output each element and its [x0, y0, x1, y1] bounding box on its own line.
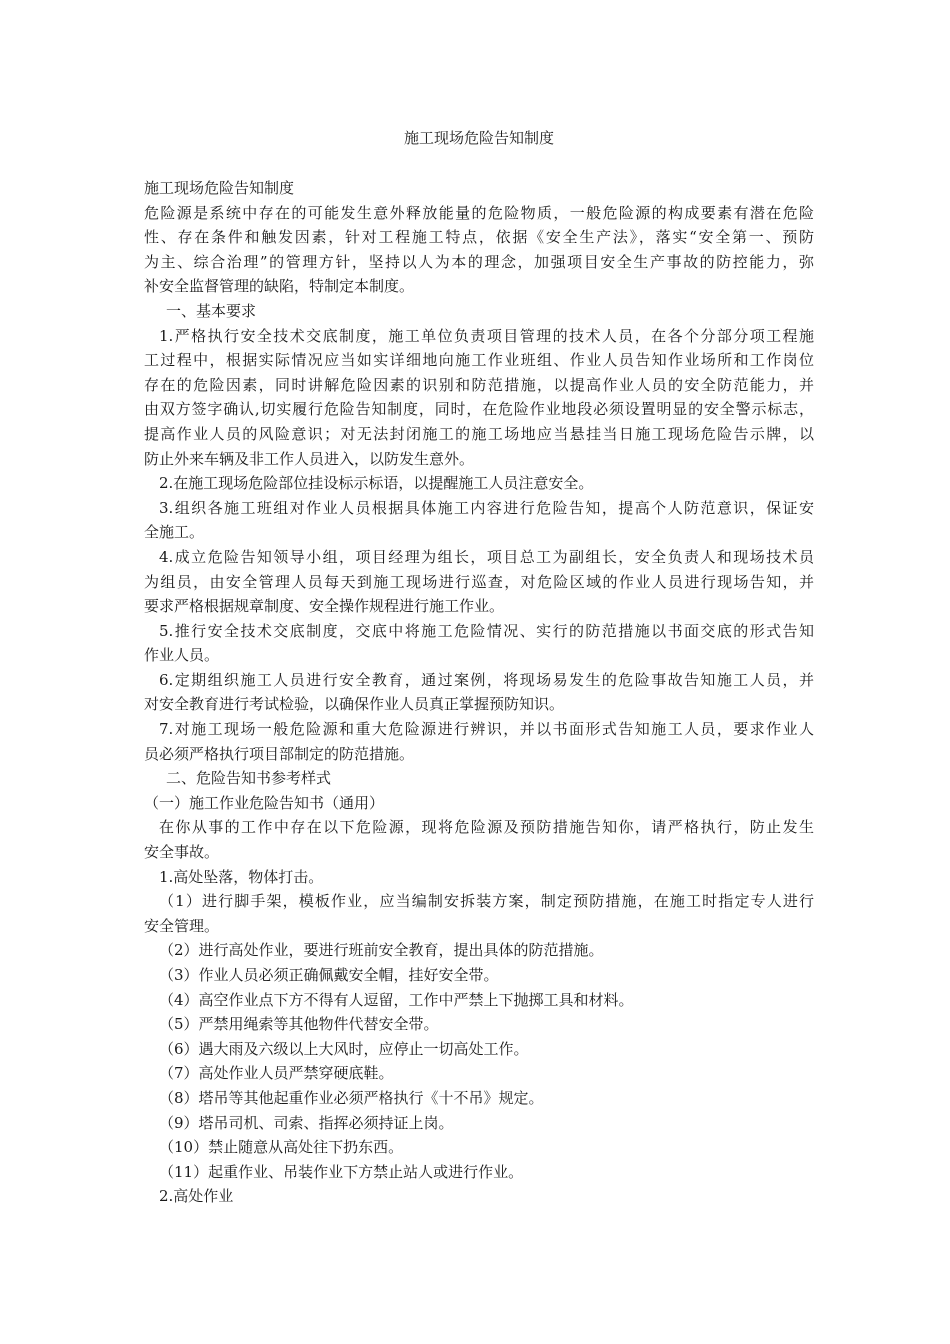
body-line: （一）施工作业危险告知书（通用）: [144, 793, 385, 812]
body-line: 由双方签字确认,切实履行危险告知制度，同时，在危险作业地段必须设置明显的安全警示标志，: [144, 400, 814, 419]
body-line: （11）起重作业、吊装作业下方禁止站人或进行作业。: [159, 1162, 524, 1181]
body-line: 5.推行安全技术交底制度，交底中将施工危险情况、实行的防范措施以书面交底的形式告知: [159, 621, 814, 640]
body-line: 全施工。: [144, 523, 205, 542]
body-line: （1）进行脚手架，模板作业，应当编制安拆装方案，制定预防措施，在施工时指定专人进行: [159, 892, 814, 911]
body-line: （10）禁止随意从高处往下扔东西。: [159, 1138, 404, 1157]
document-title: 施工现场危险告知制度: [403, 129, 554, 147]
body-line: 要求严格根据规章制度、安全操作规程进行施工作业。: [144, 597, 505, 616]
body-line: 补安全监督管理的缺陷，特制定本制度。: [144, 277, 415, 296]
body-line: 施工现场危险告知制度: [144, 179, 295, 197]
body-line: 性、存在条件和触发因素，针对工程施工特点，依据《安全生产法》，落实“安全第一、预防: [144, 228, 814, 247]
body-line: 存在的危险因素，同时讲解危险因素的识别和防范措施，以提高作业人员的安全防范能力，并: [144, 375, 814, 394]
body-line: 安全管理。: [144, 916, 220, 935]
body-line: 作业人员。: [144, 646, 220, 665]
body-line: （5）严禁用绳索等其他物件代替安全带。: [159, 1015, 439, 1034]
body-line: 防止外来车辆及非工作人员进入，以防发生意外。: [144, 449, 475, 468]
body-line: 在你从事的工作中存在以下危险源，现将危险源及预防措施告知你，请严格执行，防止发生: [159, 818, 814, 837]
body-line: 6.定期组织施工人员进行安全教育，通过案例，将现场易发生的危险事故告知施工人员，并: [159, 670, 814, 689]
body-line: 1.高处坠落，物体打击。: [159, 867, 324, 886]
body-line: （2）进行高处作业，要进行班前安全教育，提出具体的防范措施。: [159, 941, 604, 960]
body-line: （8）塔吊等其他起重作业必须严格执行《十不吊》规定。: [159, 1088, 544, 1107]
body-line: （6）遇大雨及六级以上大风时，应停止一切高处工作。: [159, 1039, 529, 1058]
body-line: （9）塔吊司机、司索、指挥必须持证上岗。: [159, 1113, 454, 1132]
body-line: 二、危险告知书参考样式: [166, 769, 332, 788]
body-line: 3.组织各施工班组对作业人员根据具体施工内容进行危险告知，提高个人防范意识，保证安: [159, 498, 814, 517]
body-line: （7）高处作业人员严禁穿硬底鞋。: [159, 1064, 394, 1083]
body-line: 2.高处作业: [159, 1187, 234, 1206]
body-line: 为组员，由安全管理人员每天到施工现场进行巡查，对危险区域的作业人员进行现场告知，并: [144, 572, 814, 591]
body-line: 为主、综合治理”的管理方针，坚持以人为本的理念，加强项目安全生产事故的防控能力，弥: [144, 252, 814, 271]
body-line: 7.对施工现场一般危险源和重大危险源进行辨识，并以书面形式告知施工人员，要求作业人: [159, 720, 814, 739]
body-line: 危险源是系统中存在的可能发生意外释放能量的危险物质，一般危险源的构成要素有潜在危险: [144, 203, 814, 222]
body-line: 4.成立危险告知领导小组，项目经理为组长，项目总工为副组长，安全负责人和现场技术员: [159, 547, 814, 566]
body-line: 2.在施工现场危险部位挂设标示标语，以提醒施工人员注意安全。: [159, 474, 594, 493]
body-line: （4）高空作业点下方不得有人逗留，工作中严禁上下抛掷工具和材料。: [159, 990, 634, 1009]
body-line: 对安全教育进行考试检验，以确保作业人员真正掌握预防知识。: [144, 695, 565, 714]
body-line: 一、基本要求: [166, 301, 257, 320]
body-line: 1.严格执行安全技术交底制度，施工单位负责项目管理的技术人员，在各个分部分项工程施: [159, 326, 814, 345]
body-line: 提高作业人员的风险意识；对无法封闭施工的施工场地应当悬挂当日施工现场危险告示牌，以: [144, 424, 814, 443]
document-body: [144, 176, 814, 1209]
body-line: 员必须严格执行项目部制定的防范措施。: [144, 744, 415, 763]
body-line: 安全事故。: [144, 843, 220, 862]
body-line: （3）作业人员必须正确佩戴安全帽，挂好安全带。: [159, 966, 499, 984]
body-line: 工过程中，根据实际情况应当如实详细地向施工作业班组、作业人员告知作业场所和工作岗位: [144, 351, 814, 370]
